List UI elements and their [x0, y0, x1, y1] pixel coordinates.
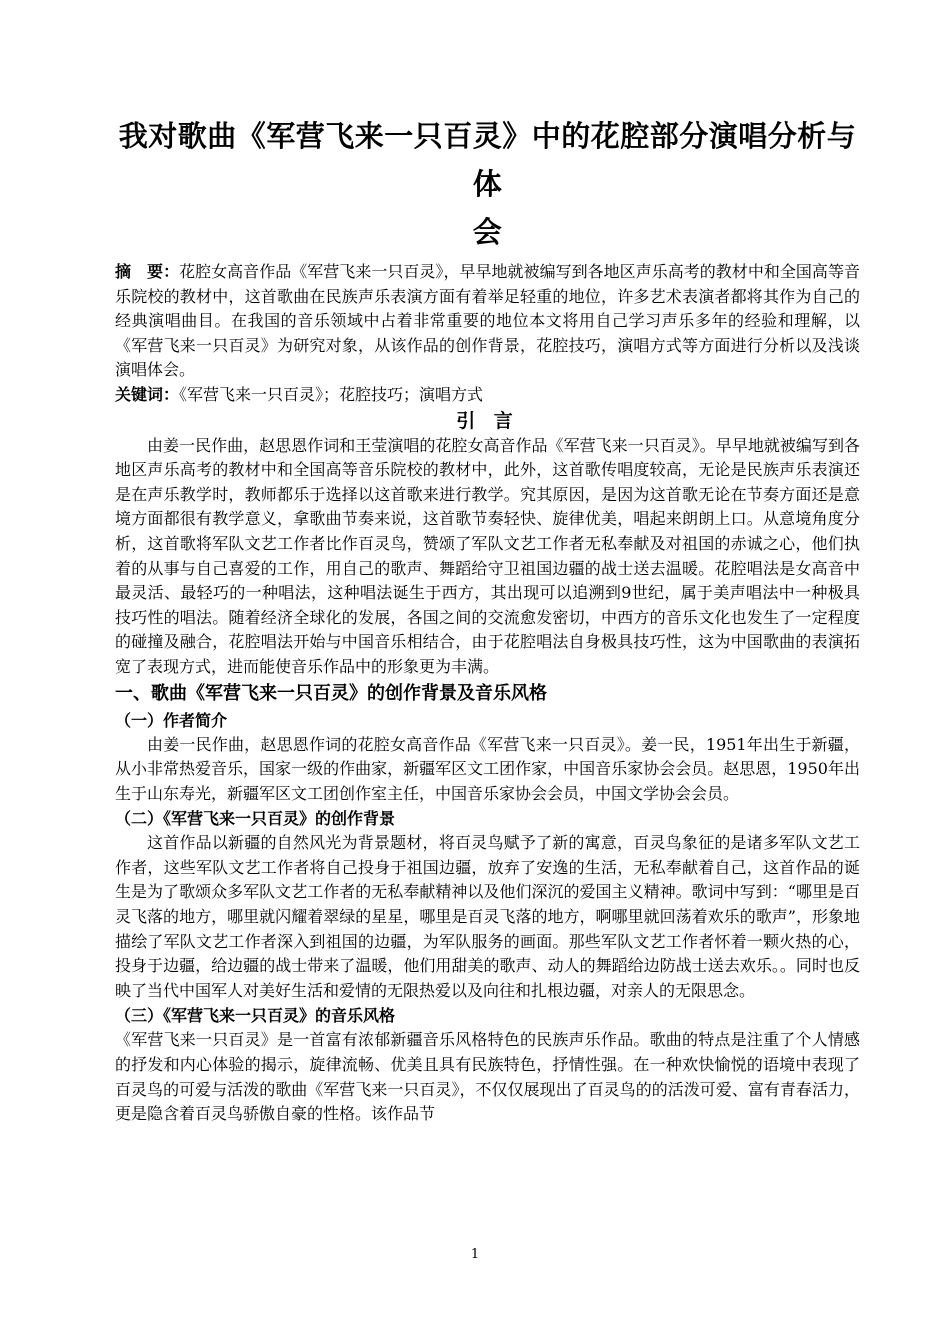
- section-1-3-paragraph: 《军营飞来一只百灵》是一首富有浓郁新疆音乐风格特色的民族声乐作品。歌曲的特点是注重了个人情感的抒发和内心体验的揭示，旋律流畅、优美且具有民族特色，抒情性强。在一种欢快愉悦的语境中表现了百灵鸟的可爱与活泼的歌曲《军营飞来一只百灵》，不仅仅展现出了百灵鸟的的活泼可爱、富有青春活力，更是隐含着百灵鸟骄傲自豪的性格。该作品节: [115, 1030, 860, 1124]
- paper-page: [115, 112, 860, 1127]
- paper-title-line-1: 我对歌曲《军营飞来一只百灵》中的花腔部分演唱分析与体: [118, 119, 857, 201]
- abstract-label: 摘 要：: [115, 262, 180, 281]
- page-number: 1: [470, 1247, 480, 1262]
- paper-title: [115, 112, 860, 256]
- intro-heading: 引 言: [456, 409, 519, 432]
- keywords-text: 《军营飞来一只百灵》；花腔技巧；演唱方式: [179, 384, 484, 404]
- intro-paragraph: 由姜一民作曲，赵思恩作词和王莹演唱的花腔女高音作品《军营飞来一只百灵》。早早地就被编写到各地区声乐高考的教材中和全国高等音乐院校的教材中，此外，这首歌传唱度较高，无论是民族声乐表演还是在声乐教学时，教师都乐于选择以这首歌来进行教学。究其原因，是因为这首歌无论在节奏方面还是意境方面都很有教学意义，拿歌曲节奏来说，这首歌节奏轻快、旋律优美，唱起来朗朗上口。从意境角度分析，这首歌将军队文艺工作者比作百灵鸟，赞颂了军队文艺工作者无私奉献及对祖国的赤诚之心，他们执着的从事与自己喜爱的工作，用自己的歌声、舞蹈给守卫祖国边疆的战士送去温暖。花腔唱法是女高音中最灵活、最轻巧的一种唱法，这种唱法诞生于西方，其出现可以追溯到9世纪，属于美声唱法中一种极具技巧性的唱法。随着经济全球化的发展，各国之间的交流愈发密切，中西方的音乐文化也发生了一定程度的碰撞及融合，花腔唱法开始与中国音乐相结合，由于花腔唱法自身极具技巧性，这为中国歌曲的表演拓宽了表现方式，进而能使音乐作品中的形象更为丰满。: [115, 435, 860, 676]
- keywords: [115, 383, 860, 408]
- section-1-1-paragraph: 由姜一民作曲，赵思恩作词的花腔女高音作品《军营飞来一只百灵》。姜一民，1951年出生于新疆，从小非常热爱音乐，国家一级的作曲家，新疆军区文工团作家，中国音乐家协会会员。赵思恩，1950年出生于山东寿光，新疆军区文工团创作室主任，中国音乐家协会会员，中国文学协会会员。: [115, 734, 860, 803]
- paper-title-line-2: 会: [472, 215, 503, 249]
- keywords-label: 关键词：: [115, 384, 180, 404]
- section-1-2-paragraph: 这首作品以新疆的自然风光为背景题材，将百灵鸟赋予了新的寓意，百灵鸟象征的是诸多军队文艺工作者，这些军队文艺工作者将自己投身于祖国边疆，放弃了安逸的生活，无私奉献着自己，这首作品的诞生是为了歌颂众多军队文艺工作者的无私奉献精神以及他们深沉的爱国主义精神。歌词中写到：“哪里是百灵飞落的地方，哪里就闪耀着翠绿的星星，哪里是百灵飞落的地方，啊哪里就回荡着欢乐的歌声”，形象地描绘了军队文艺工作者深入到祖国的边疆，为军队服务的画面。那些军队文艺工作者怀着一颗火热的心，投身于边疆，给边疆的战士带来了温暖，他们用甜美的歌声、动人的舞蹈给边防战士送去欢乐。。同时也反映了当代中国军人对美好生活和爱情的无限热爱以及向往和扎根边疆，对亲人的无限思念。: [115, 833, 860, 1000]
- abstract-text: 花腔女高音作品《军营飞来一只百灵》，早早地就被编写到各地区声乐高考的教材中和全国高等音乐院校的教材中，这首歌曲在民族声乐表演方面有着举足轻重的地位，许多艺术表演者都将其作为自己的经典演唱曲目。在我国的音乐领域中占着非常重要的地位本文将用自己学习声乐多年的经验和理解，以《军营飞来一只百灵》为研究对象，从该作品的创作背景，花腔技巧，演唱方式等方面进行分析以及浅谈演唱体会。: [115, 262, 860, 380]
- abstract: [115, 260, 860, 383]
- section-1-1-heading: （一）作者简介: [115, 710, 228, 730]
- section-1-2-heading: （二）《军营飞来一只百灵》的创作背景: [115, 809, 396, 829]
- section-1-3-heading: （三）《军营飞来一只百灵》的音乐风格: [115, 1006, 396, 1026]
- section-1-heading: 一、歌曲《军营飞来一只百灵》的创作背景及音乐风格: [115, 682, 547, 704]
